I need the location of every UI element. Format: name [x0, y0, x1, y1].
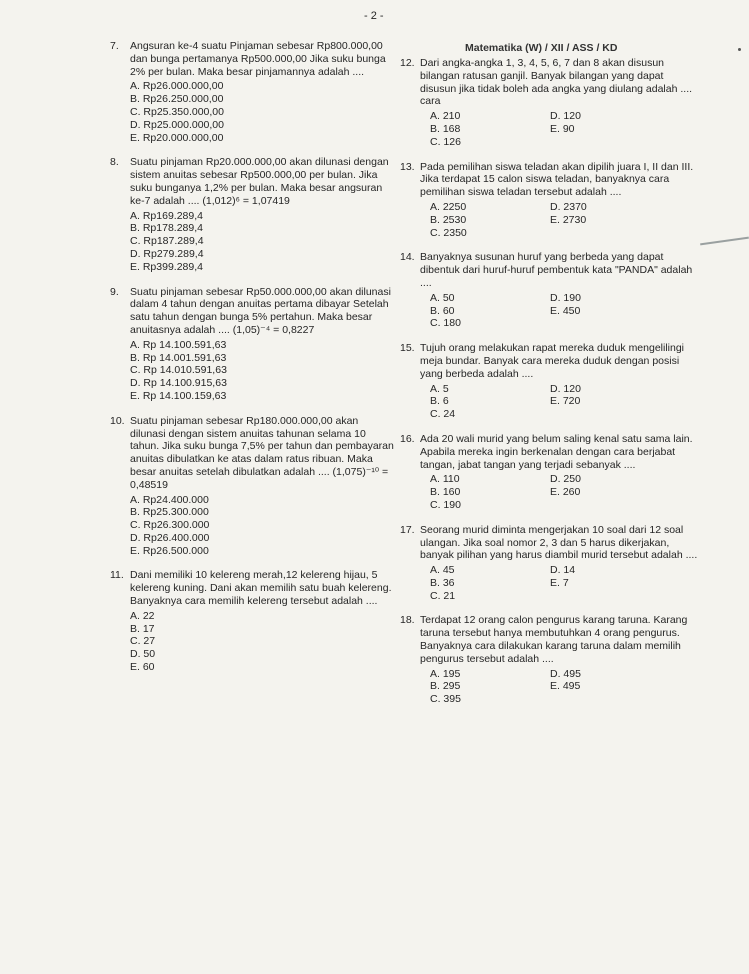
answer-options — [420, 473, 700, 511]
answer-option: E. 495 — [550, 680, 581, 693]
question-number: 9. — [110, 285, 119, 298]
answer-option: E. 450 — [550, 304, 581, 317]
answer-option: A. 50 — [430, 291, 455, 304]
question-number: 17. — [400, 523, 415, 536]
answer-options — [130, 80, 395, 144]
subject-header: Matematika (W) / XII / ASS / KD — [465, 42, 618, 54]
answer-option: A. 210 — [430, 110, 461, 123]
question-18 — [400, 614, 700, 706]
question-text: Angsuran ke-4 suatu Pinjaman sebesar Rp800.000,00 dan bunga pertamanya Rp500.000,00 Jika suku bunga 2% per bulan. Maka besar pinjamannya adalah .... — [130, 40, 386, 78]
answer-option: D. Rp 14.100.915,63 — [130, 377, 227, 390]
answer-option: B. 168 — [430, 122, 461, 135]
answer-option: B. Rp26.250.000,00 — [130, 93, 224, 106]
answer-option: D. 50 — [130, 648, 156, 661]
question-12 — [400, 57, 700, 149]
answer-option: C. Rp26.300.000 — [130, 519, 210, 532]
answer-option: E. 2730 — [550, 213, 587, 226]
answer-option: A. 2250 — [430, 200, 467, 213]
answer-option: A. 22 — [130, 609, 155, 622]
question-13 — [400, 161, 700, 240]
answer-options — [420, 564, 700, 602]
answer-option: D. Rp26.400.000 — [130, 531, 210, 544]
answer-option: C. Rp187.289,4 — [130, 235, 204, 248]
answer-option: C. 395 — [430, 693, 461, 706]
question-text: Dari angka-angka 1, 3, 4, 5, 6, 7 dan 8 akan disusun bilangan ratusan ganjil. Banyak bilangan yang dapat disusun jika tidak boleh ada angka yang diulang adalah .... cara — [420, 57, 693, 108]
question-11 — [110, 569, 395, 673]
answer-option: D. 495 — [550, 667, 581, 680]
answer-option: B. 60 — [430, 304, 455, 317]
right-column — [400, 57, 700, 718]
answer-option: C. 27 — [130, 635, 156, 648]
answer-option: B. 17 — [130, 622, 155, 635]
answer-option: A. 195 — [430, 667, 461, 680]
answer-option: A. 45 — [430, 564, 455, 577]
page-number: - 2 - — [364, 10, 384, 22]
answer-options — [420, 110, 700, 148]
ink-dot — [738, 48, 741, 51]
answer-option: D. Rp25.000.000,00 — [130, 118, 224, 131]
question-text: Suatu pinjaman sebesar Rp50.000.000,00 akan dilunasi dalam 4 tahun dengan anuitas pertama dibayar Setelah satu tahun dengan bunga 5% pertahun. Maka besar anuitasnya adalah .... (1,05)⁻⁴ = 0,8227 — [130, 285, 391, 336]
answer-option: D. 250 — [550, 473, 581, 486]
question-number: 16. — [400, 432, 415, 445]
question-text: Ada 20 wali murid yang belum saling kenal satu sama lain. Apabila mereka ingin berkenalan dengan cara berjabat tangan, jabat tangan yang terjadi sebanyak .... — [420, 432, 693, 471]
answer-option: A. Rp 14.100.591,63 — [130, 338, 227, 351]
answer-option: E. 90 — [550, 122, 575, 135]
answer-option: D. 190 — [550, 291, 581, 304]
answer-option: B. 6 — [430, 395, 449, 408]
answer-option: C. 190 — [430, 498, 461, 511]
answer-option: D. Rp279.289,4 — [130, 247, 204, 260]
question-number: 7. — [110, 40, 119, 52]
question-number: 15. — [400, 342, 415, 355]
answer-option: C. Rp25.350.000,00 — [130, 105, 224, 118]
question-text: Banyaknya susunan huruf yang berbeda yang dapat dibentuk dari huruf-huruf pembentuk kata "PANDA" adalah .... — [420, 251, 693, 289]
question-8 — [110, 156, 395, 273]
answer-option: E. 260 — [550, 486, 581, 499]
question-text: Suatu pinjaman sebesar Rp180.000.000,00 akan dilunasi dengan sistem anuitas tahunan selama 10 tahun. Jika suku bunga 7,5% per tahun dan pembayaran anuitas dibulatkan ke atas dalam ratus ribuan. Maka besar anuitas setelah dibulatkan adalah .... (1,075)⁻¹⁰ = 0,48519 — [130, 414, 394, 491]
answer-option: B. Rp 14.001.591,63 — [130, 351, 227, 364]
question-number: 18. — [400, 614, 415, 627]
question-text: Suatu pinjaman Rp20.000.000,00 akan dilunasi dengan sistem anuitas sebesar Rp500.000,00 per bulan. Jika suku bunganya 1,2% per bulan. Maka besar angsuran ke-7 adalah .... (1,012)⁶ = 1,07419 — [130, 156, 389, 207]
question-16 — [400, 433, 700, 512]
question-number: 12. — [400, 57, 415, 69]
question-14 — [400, 251, 700, 330]
answer-option: C. 21 — [430, 589, 456, 602]
answer-option: D. 14 — [550, 564, 576, 577]
answer-option: A. Rp24.400.000 — [130, 493, 209, 506]
question-text: Seorang murid diminta mengerjakan 10 soal dari 12 soal ulangan. Jika soal nomor 2, 3 dan 5 harus dikerjakan, banyak pilihan yang harus diambil murid tersebut adalah .... — [420, 523, 698, 562]
question-number: 14. — [400, 251, 415, 264]
answer-options — [130, 610, 395, 674]
answer-option: E. Rp20.000.000,00 — [130, 131, 224, 144]
question-number: 11. — [110, 569, 124, 582]
answer-option: A. Rp26.000.000,00 — [130, 80, 224, 93]
question-9 — [110, 286, 395, 403]
answer-option: E. 60 — [130, 661, 155, 674]
paper-edge-mark — [700, 237, 749, 246]
answer-option: D. 2370 — [550, 200, 587, 213]
question-number: 13. — [400, 160, 415, 173]
answer-options — [130, 210, 395, 274]
answer-option: D. 120 — [550, 110, 581, 123]
answer-option: E. Rp399.289,4 — [130, 260, 203, 273]
answer-option: D. 120 — [550, 382, 581, 395]
answer-option: B. Rp178.289,4 — [130, 222, 203, 235]
question-text: Terdapat 12 orang calon pengurus karang taruna. Karang taruna tersebut hanya membutuhkan 4 orang pengurus. Banyaknya cara dilakukan karang taruna dalam memilih pengurus tersebut adalah .... — [420, 614, 688, 665]
question-number: 10. — [110, 414, 125, 427]
answer-option: A. Rp169.289,4 — [130, 209, 203, 222]
answer-options — [130, 339, 395, 403]
left-column — [110, 40, 395, 686]
answer-option: B. 295 — [430, 680, 461, 693]
question-7 — [110, 40, 395, 144]
answer-option: B. 2530 — [430, 213, 467, 226]
answer-option: E. 720 — [550, 395, 581, 408]
answer-option: B. 36 — [430, 576, 455, 589]
answer-options — [420, 668, 700, 706]
answer-option: A. 110 — [430, 473, 460, 486]
answer-options — [420, 201, 700, 239]
question-text: Pada pemilihan siswa teladan akan dipilih juara I, II dan III. Jika terdapat 15 calon siswa teladan, banyaknya cara pemilihan siswa teladan tersebut adalah .... — [420, 160, 694, 199]
question-15 — [400, 342, 700, 421]
answer-option: C. 2350 — [430, 226, 467, 239]
answer-option: E. Rp26.500.000 — [130, 544, 209, 557]
answer-option: C. Rp 14.010.591,63 — [130, 364, 227, 377]
answer-option: A. 5 — [430, 382, 449, 395]
answer-option: E. 7 — [550, 576, 569, 589]
answer-option: B. Rp25.300.000 — [130, 506, 209, 519]
answer-option: C. 126 — [430, 135, 461, 148]
question-number: 8. — [110, 156, 119, 169]
answer-option: C. 24 — [430, 408, 456, 421]
answer-option: B. 160 — [430, 486, 461, 499]
question-10 — [110, 415, 395, 558]
answer-option: C. 180 — [430, 317, 461, 330]
question-text: Tujuh orang melakukan rapat mereka duduk mengelilingi meja bundar. Banyak cara mereka duduk dengan posisi yang berbeda adalah .... — [420, 342, 685, 380]
answer-options — [130, 494, 395, 558]
question-text: Dani memiliki 10 kelereng merah,12 kelereng hijau, 5 kelereng kuning. Dani akan memilih satu buah kelereng. Banyaknya cara memilih kelereng tersebut adalah .... — [130, 569, 392, 608]
answer-option: E. Rp 14.100.159,63 — [130, 389, 227, 402]
answer-options — [420, 383, 700, 421]
answer-options — [420, 292, 700, 330]
question-17 — [400, 524, 700, 603]
